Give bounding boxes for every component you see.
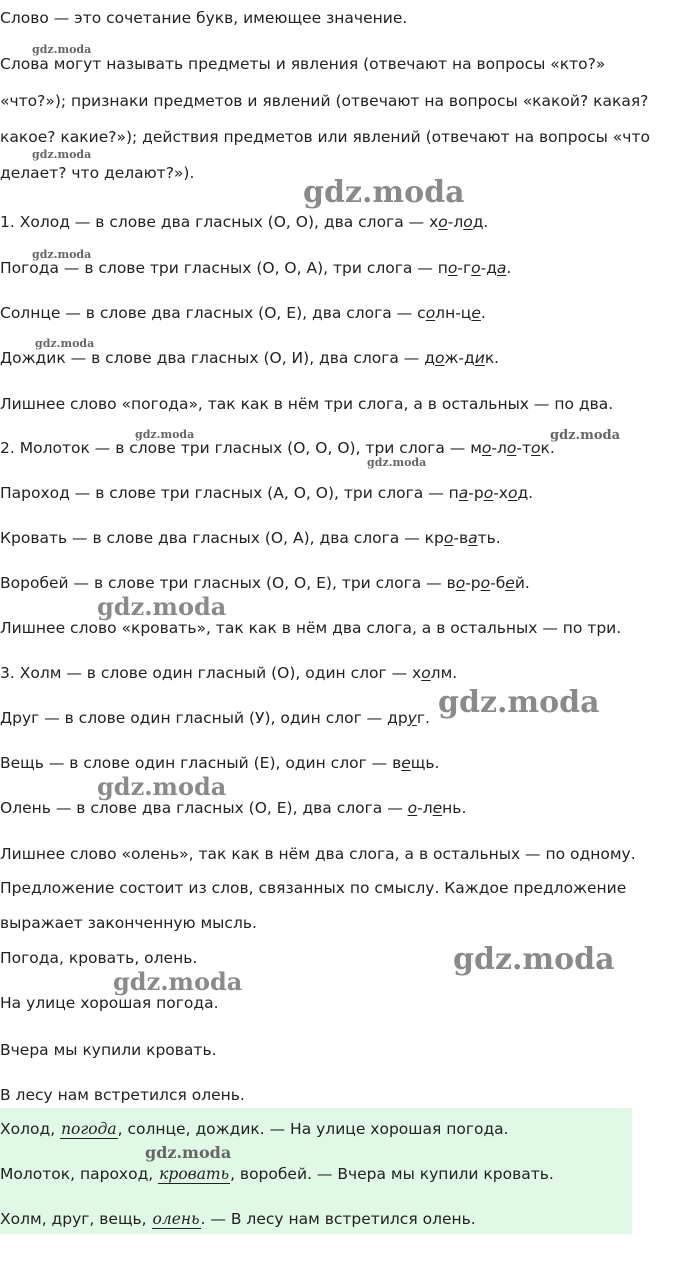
sentence-1: На улице хорошая погода.: [0, 994, 219, 1012]
word-analysis-dozhdik: Дождик — в слове два гласных (О, И), два слога — дож-дик.: [0, 349, 500, 367]
watermark: gdz.moda: [113, 967, 243, 996]
answer-row-3: Холм, друг, вещь, олень. — В лесу нам встретился олень.: [0, 1210, 476, 1228]
odd-words-list: Погода, кровать, олень.: [0, 949, 198, 967]
word-analysis-molotok: 2. Молоток — в слове три гласных (О, О, О), три слога — мо-ло-ток.: [0, 439, 555, 457]
odd-word-explanation-3: Лишнее слово «олень», так как в нём два слога, а в остальных — по одному.: [0, 845, 636, 863]
watermark: gdz.moda: [550, 428, 621, 443]
answer-row-2: Молоток, пароход, кровать, воробей. — Вчера мы купили кровать.: [0, 1165, 554, 1183]
watermark: gdz.moda: [135, 428, 195, 441]
word-analysis-parohod: Пароход — в слове три гласных (А, О, О), три слога — па-ро-ход.: [0, 484, 534, 502]
intro-line-5: делает? что делают?»).: [0, 164, 195, 182]
watermark: gdz.moda: [32, 248, 92, 261]
watermark: gdz.moda: [97, 592, 227, 621]
intro-line-4: какое? какие?»); действия предметов или явлений (отвечают на вопросы «что: [0, 128, 650, 146]
answer-word-2: кровать: [159, 1165, 230, 1183]
watermark: gdz.moda: [453, 942, 615, 977]
sentence-2: Вчера мы купили кровать.: [0, 1041, 217, 1059]
word-analysis-krovat: Кровать — в слове два гласных (О, А), два слога — кро-вать.: [0, 529, 501, 547]
answer-word-3: олень: [152, 1210, 200, 1228]
watermark: gdz.moda: [35, 337, 95, 350]
sentence-3: В лесу нам встретился олень.: [0, 1086, 245, 1104]
answer-row-1: Холод, погода, солнце, дождик. — На улице хорошая погода.: [0, 1120, 509, 1138]
word-analysis-holm: 3. Холм — в слове один гласный (О), один слог — холм.: [0, 664, 458, 682]
watermark: gdz.moda: [438, 685, 600, 720]
word-analysis-drug: Друг — в слове один гласный (У), один слог — друг.: [0, 709, 430, 727]
intro-line-2: Слова могут называть предметы и явления (отвечают на вопросы «кто?»: [0, 55, 606, 73]
intro-line-1: Слово — это сочетание букв, имеющее значение.: [0, 9, 408, 27]
watermark: gdz.moda: [97, 772, 227, 801]
word-analysis-vorobei: Воробей — в слове три гласных (О, О, Е), три слога — во-ро-бей.: [0, 574, 530, 592]
watermark: gdz.moda: [303, 175, 465, 210]
word-analysis-solnce: Солнце — в слове два гласных (О, Е), два слога — солн-це.: [0, 304, 486, 322]
sentence-definition-line-2: выражает законченную мысль.: [0, 914, 257, 932]
word-analysis-pogoda: Погода — в слове три гласных (О, О, А), три слога — по-го-да.: [0, 259, 512, 277]
word-analysis-olen: Олень — в слове два гласных (О, Е), два слога — о-лень.: [0, 799, 467, 817]
sentence-definition-line-1: Предложение состоит из слов, связанных по смыслу. Каждое предложение: [0, 879, 627, 897]
watermark: gdz.moda: [145, 1143, 232, 1162]
word-analysis-vesch: Вещь — в слове один гласный (Е), один слог — вещь.: [0, 754, 440, 772]
odd-word-explanation-2: Лишнее слово «кровать», так как в нём два слога, а в остальных — по три.: [0, 619, 622, 637]
intro-line-3: «что?»); признаки предметов и явлений (отвечают на вопросы «какой? какая?: [0, 92, 649, 110]
watermark: gdz.moda: [32, 148, 92, 161]
answer-word-1: погода: [61, 1120, 117, 1138]
watermark: gdz.moda: [367, 456, 427, 469]
word-analysis-holod: 1. Холод — в слове два гласных (О, О), два слога — хо-лод.: [0, 213, 489, 231]
odd-word-explanation-1: Лишнее слово «погода», так как в нём три слога, а в остальных — по два.: [0, 395, 614, 413]
watermark: gdz.moda: [32, 43, 92, 56]
